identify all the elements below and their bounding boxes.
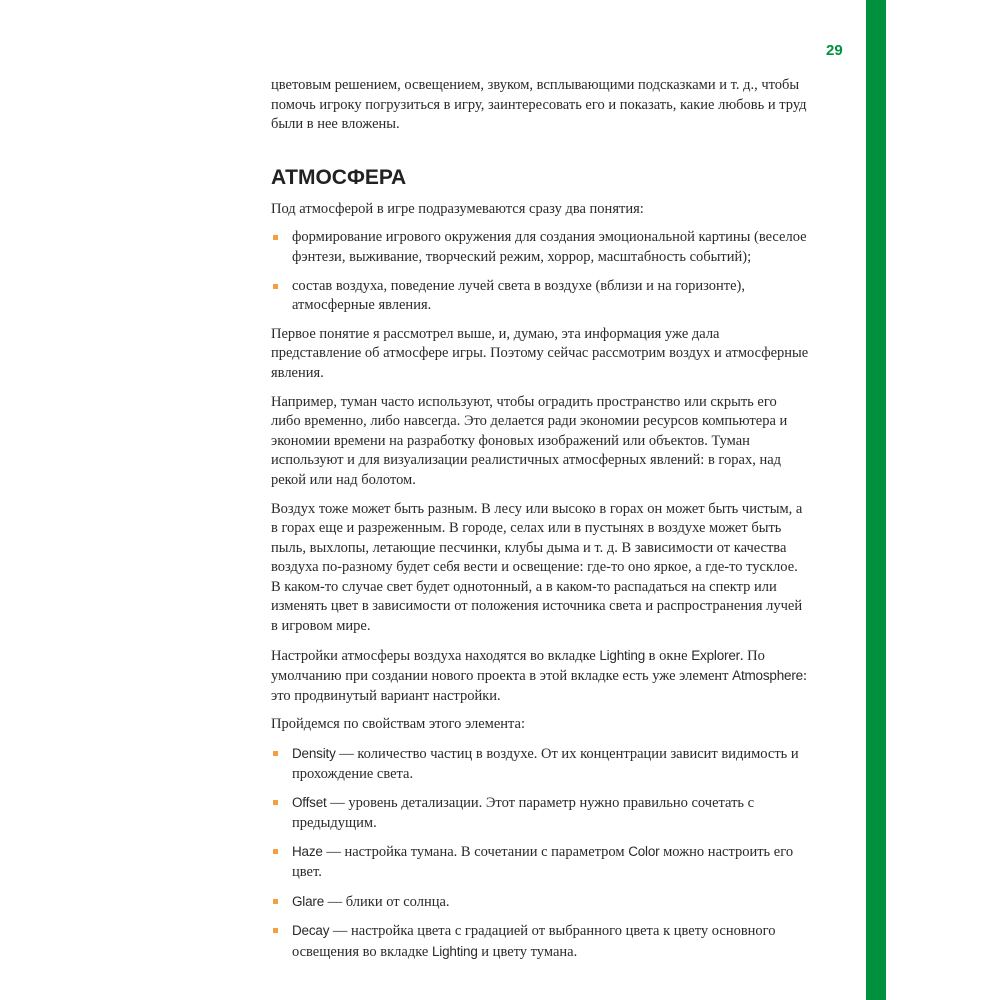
paragraph-fog: Например, туман часто используют, чтобы оградить пространство или скрыть его либо временно, либо навсегда. Это делается ради экономии ресурсов компьютера и экономии времени на разработку фоновых изображений или объектов. Туман используют и для визуализации реалистичных атмосферных явлений: в горах, над рекой или над болотом. — [271, 393, 788, 488]
properties-lead: Пройдемся по свойствам этого элемента: — [271, 716, 526, 733]
term-lighting: Lighting — [599, 647, 646, 663]
list-item: Offset — уровень детализации. Этот параметр нужно правильно сочетать с предыдущим. — [271, 793, 809, 833]
bullet-square-icon — [273, 800, 278, 805]
bullet-square-icon — [273, 928, 278, 933]
term-explorer: Explorer — [691, 647, 740, 663]
bullet-square-icon — [273, 899, 278, 904]
section-heading: АТМОСФЕРА — [271, 165, 407, 189]
bullet-square-icon — [273, 284, 278, 289]
section-lead: Под атмосферой в игре подразумеваются сразу два понятия: — [271, 200, 644, 217]
concepts-list — [271, 228, 809, 315]
list-item: Density — количество частиц в воздухе. От их концентрации зависит видимость и прохождение света. — [271, 744, 809, 784]
page-number: 29 — [826, 42, 843, 59]
list-item: состав воздуха, поведение лучей света в воздухе (вблизи и на горизонте), атмосферные явления. — [271, 277, 809, 316]
bullet-square-icon — [273, 235, 278, 240]
green-edge-band — [866, 0, 886, 1000]
bullet-square-icon — [273, 751, 278, 756]
term-color: Color — [628, 844, 660, 860]
list-item: Glare — блики от солнца. — [271, 892, 809, 913]
list-item: Haze — настройка тумана. В сочетании с параметром Color можно настроить его цвет. — [271, 842, 809, 882]
term-atmosphere: Atmosphere — [732, 668, 803, 684]
term-haze: Haze — [292, 844, 323, 860]
term-decay: Decay — [292, 923, 330, 939]
intro-paragraph: цветовым решением, освещением, звуком, всплывающими подсказками и т. д., чтобы помочь игроку погрузиться в игру, заинтересовать его и показать, какие любовь и труд были в нее вложены. — [271, 77, 807, 133]
bullet-square-icon — [273, 849, 278, 854]
paragraph-settings: Настройки атмосферы воздуха находятся во вкладке Lighting в окне Explorer. По умолчанию при создании нового проекта в этой вкладке есть уже элемент Atmosphere: это продвинутый вариант настройки. — [271, 647, 807, 704]
list-item: Decay — настройка цвета с градацией от выбранного цвета к цвету основного освещения во вкладке Lighting и цвету тумана. — [271, 921, 809, 962]
paragraph-air: Воздух тоже может быть разным. В лесу или высоко в горах он может быть чистым, а в горах еще и разреженным. В городе, селах или в пустынях в воздухе может быть пыль, выхлопы, летающие песчинки, клубы дыма и т. д. В зависимости от качества воздуха по-разному будет себя вести и освещение: где-то оно яркое, а где-то тусклое. В каком-то случае свет будет однотонный, а в каком-то распадаться на спектр или изменять цвет в зависимости от положения источника света и распространения лучей в игровом мире. — [271, 500, 803, 635]
term-density: Density — [292, 746, 336, 762]
term-offset: Offset — [292, 795, 327, 811]
properties-list — [271, 744, 809, 962]
term-lighting: Lighting — [431, 943, 478, 959]
list-item: формирование игрового окружения для создания эмоциональной картины (веселое фэнтези, выживание, творческий режим, хоррор, масштабность событий); — [271, 228, 809, 267]
paragraph-first-concept: Первое понятие я рассмотрел выше, и, думаю, эта информация уже дала представление об атмосфере игры. Поэтому сейчас рассмотрим воздух и атмосферные явления. — [271, 325, 809, 381]
term-glare: Glare — [292, 893, 325, 909]
page-content — [271, 76, 809, 971]
